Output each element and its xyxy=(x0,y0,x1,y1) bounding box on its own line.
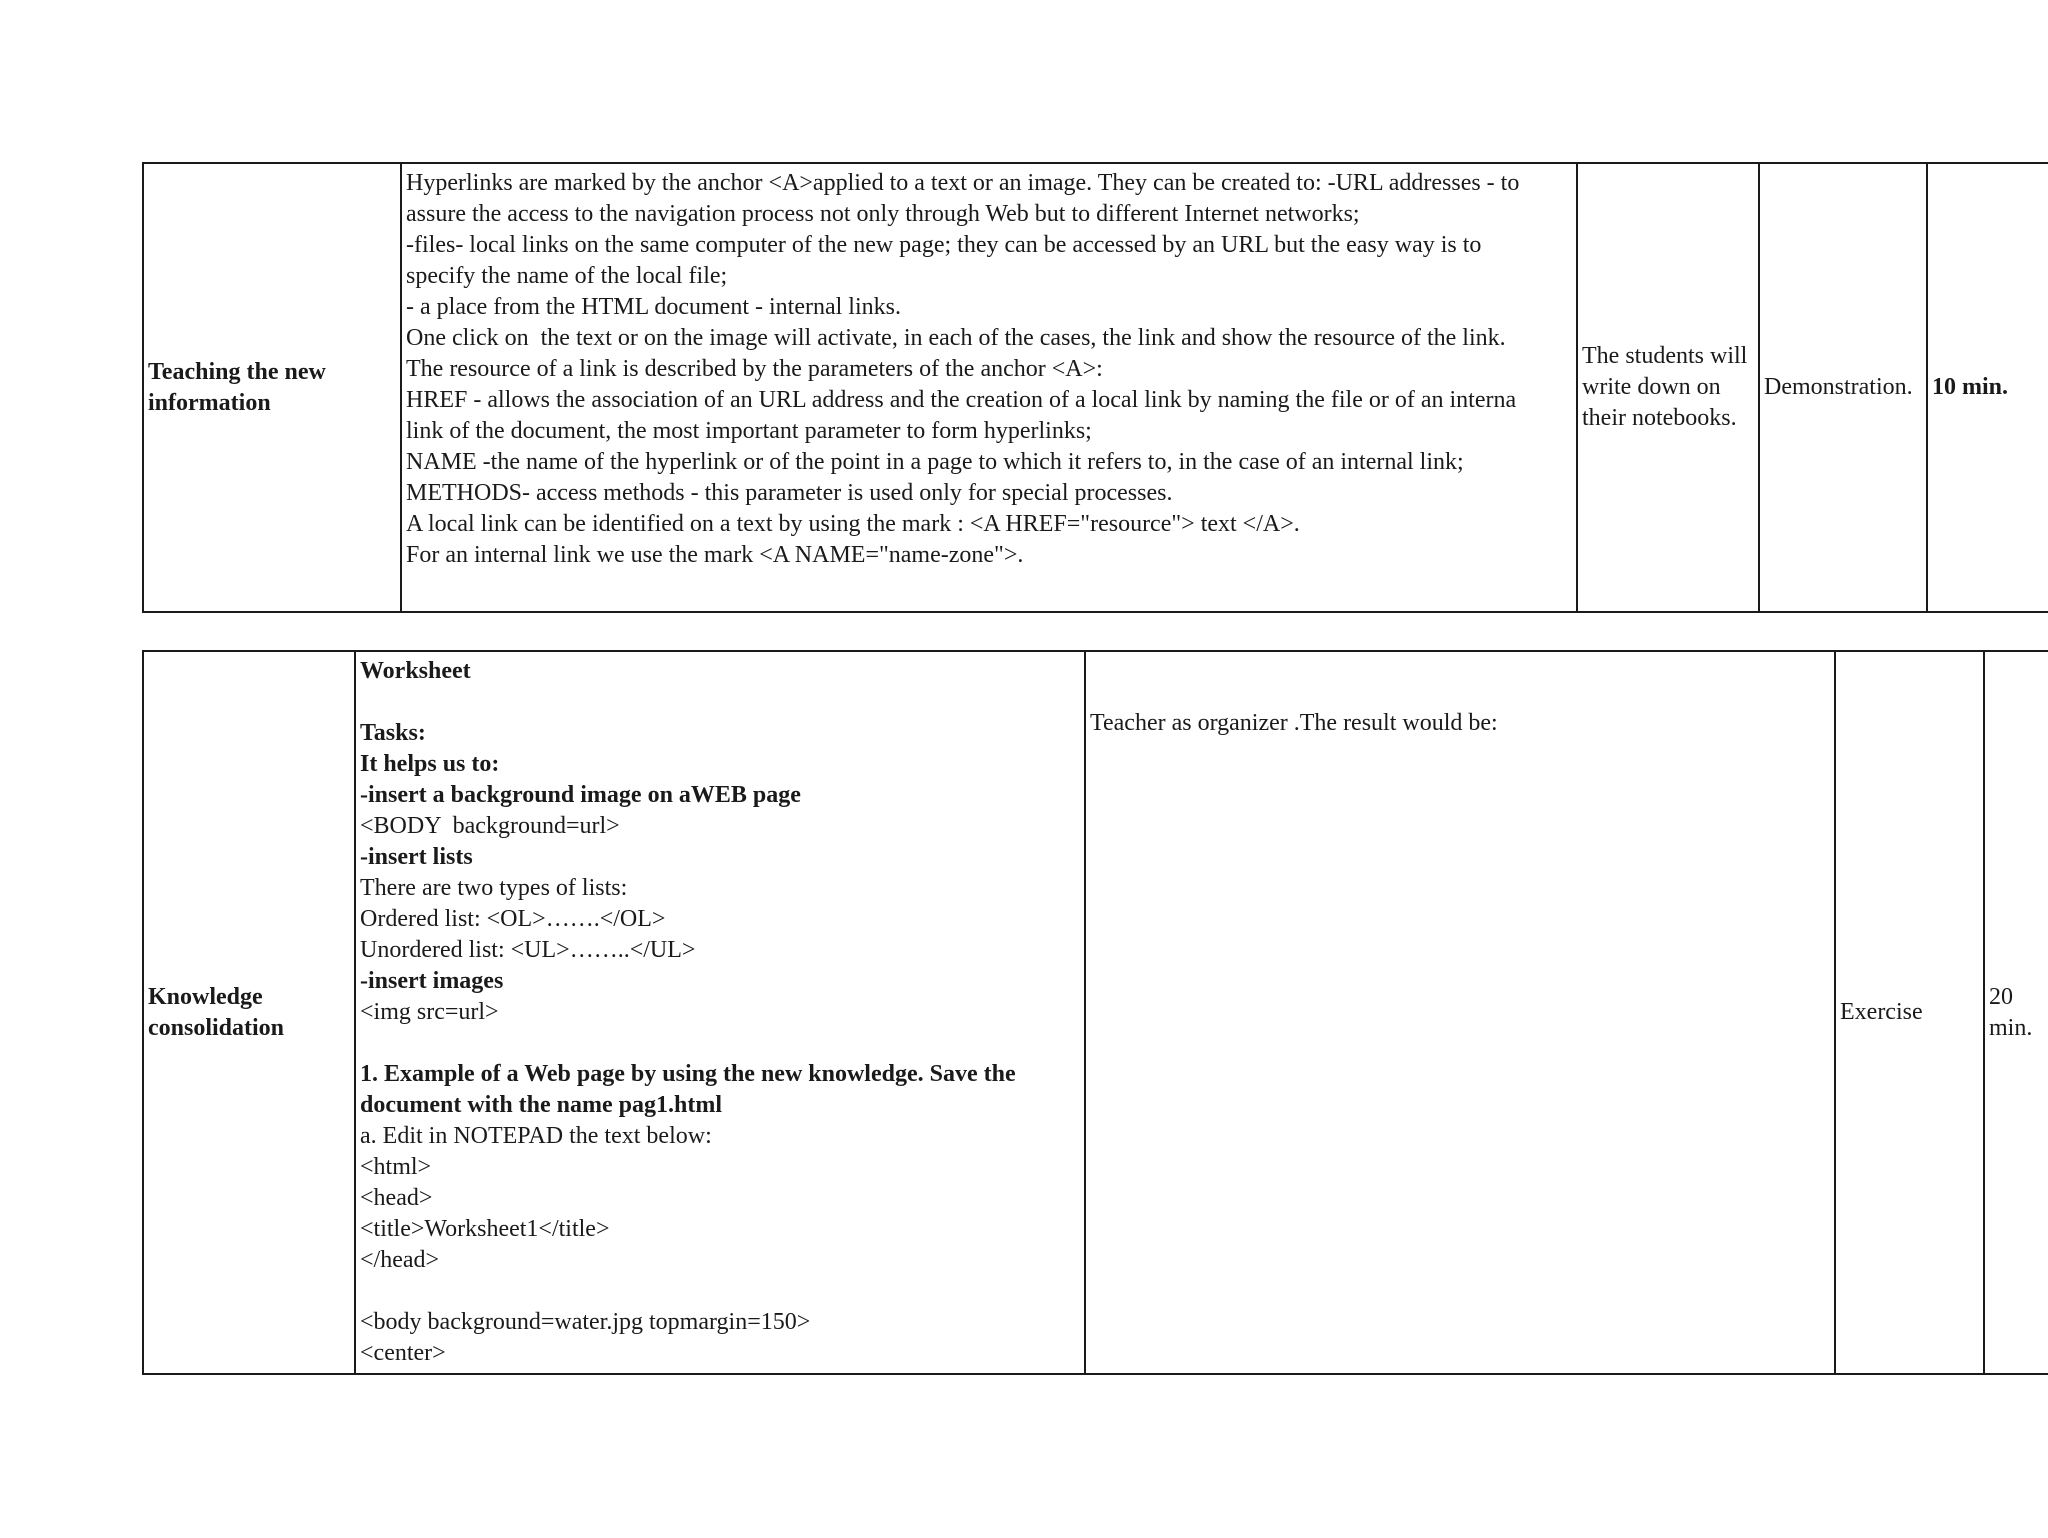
content-line: - a place from the HTML document - internal links. xyxy=(406,294,901,320)
method-cell xyxy=(1835,651,1984,1374)
code-line: <center> xyxy=(360,1340,446,1366)
tasks-title: Tasks: xyxy=(360,720,426,746)
content-line: One click on the text or on the image will activate, in each of the cases, the link and show the resource of the link. xyxy=(406,325,1506,351)
table-row xyxy=(143,163,2048,612)
stage-label: Teaching the new information xyxy=(148,358,326,416)
code-line: <body background=water.jpg topmargin=150> xyxy=(360,1309,811,1335)
method-cell xyxy=(1759,163,1927,612)
edit-instruction: a. Edit in NOTEPAD the text below: xyxy=(360,1123,712,1149)
content-line: The resource of a link is described by the parameters of the anchor <A>: xyxy=(406,356,1103,382)
stage-label: Knowledge consolidation xyxy=(148,983,285,1041)
method-label: Demonstration. xyxy=(1764,374,1913,400)
background-code: <BODY background=url> xyxy=(360,813,620,839)
code-line: </head> xyxy=(360,1247,440,1273)
content-line: For an internal link we use the mark <A NAME="name-zone">. xyxy=(406,542,1024,568)
content-line: -files- local links on the same computer of the new page; they can be accessed by an URL but the easy way is to xyxy=(406,232,1482,258)
content-line: NAME -the name of the hyperlink or of the point in a page to which it refers to, in the case of an internal link; xyxy=(406,449,1464,475)
content-line: assure the access to the navigation process not only through Web but to different Internet networks; xyxy=(406,201,1360,227)
time-label: 10 min. xyxy=(1932,374,2009,400)
students-cell xyxy=(1577,163,1759,612)
lesson-table-teaching xyxy=(142,162,2048,613)
teacher-cell xyxy=(1085,651,1835,1374)
worksheet-title: Worksheet xyxy=(360,658,471,684)
teacher-activity: Teacher as organizer .The result would be: xyxy=(1090,710,1498,736)
lesson-table-consolidation xyxy=(142,650,2048,1375)
time-cell xyxy=(1927,163,2048,612)
content-line: specify the name of the local file; xyxy=(406,263,728,289)
unordered-list-code: Unordered list: <UL>……..</UL> xyxy=(360,937,696,963)
content-line: METHODS- access methods - this parameter is used only for special processes. xyxy=(406,480,1173,506)
stage-cell xyxy=(143,651,355,1374)
lists-intro: There are two types of lists: xyxy=(360,875,628,901)
images-code: <img src=url> xyxy=(360,999,499,1025)
lists-heading: -insert lists xyxy=(360,844,473,870)
table-row xyxy=(143,651,2048,1374)
time-label: 20 min. xyxy=(1989,983,2033,1041)
method-label: Exercise xyxy=(1840,999,1923,1025)
content-line: A local link can be identified on a text by using the mark : <A HREF="resource"> text </A>. xyxy=(406,511,1300,537)
spacer xyxy=(360,1276,1080,1307)
tasks-cell xyxy=(355,651,1085,1374)
time-cell xyxy=(1984,651,2048,1374)
content-line: Hyperlinks are marked by the anchor <A>applied to a text or an image. They can be created to: -URL addresses - to xyxy=(406,170,1520,196)
code-line: <html> xyxy=(360,1154,432,1180)
spacer xyxy=(360,687,1080,718)
content-cell xyxy=(401,163,1577,612)
spacer xyxy=(360,1028,1080,1059)
code-line: <title>Worksheet1</title> xyxy=(360,1216,610,1242)
example-heading: 1. Example of a Web page by using the new knowledge. Save the document with the name pag1.html xyxy=(360,1061,1022,1118)
content-line: HREF - allows the association of an URL address and the creation of a local link by naming the file or of an interna xyxy=(406,387,1517,413)
content-line: link of the document, the most important parameter to form hyperlinks; xyxy=(406,418,1092,444)
helps-title: It helps us to: xyxy=(360,751,500,777)
ordered-list-code: Ordered list: <OL>…….</OL> xyxy=(360,906,666,932)
background-heading: -insert a background image on aWEB page xyxy=(360,782,801,808)
images-heading: -insert images xyxy=(360,968,504,994)
students-activity: The students will write down on their notebooks. xyxy=(1582,343,1748,431)
stage-cell xyxy=(143,163,401,612)
code-line: <head> xyxy=(360,1185,433,1211)
